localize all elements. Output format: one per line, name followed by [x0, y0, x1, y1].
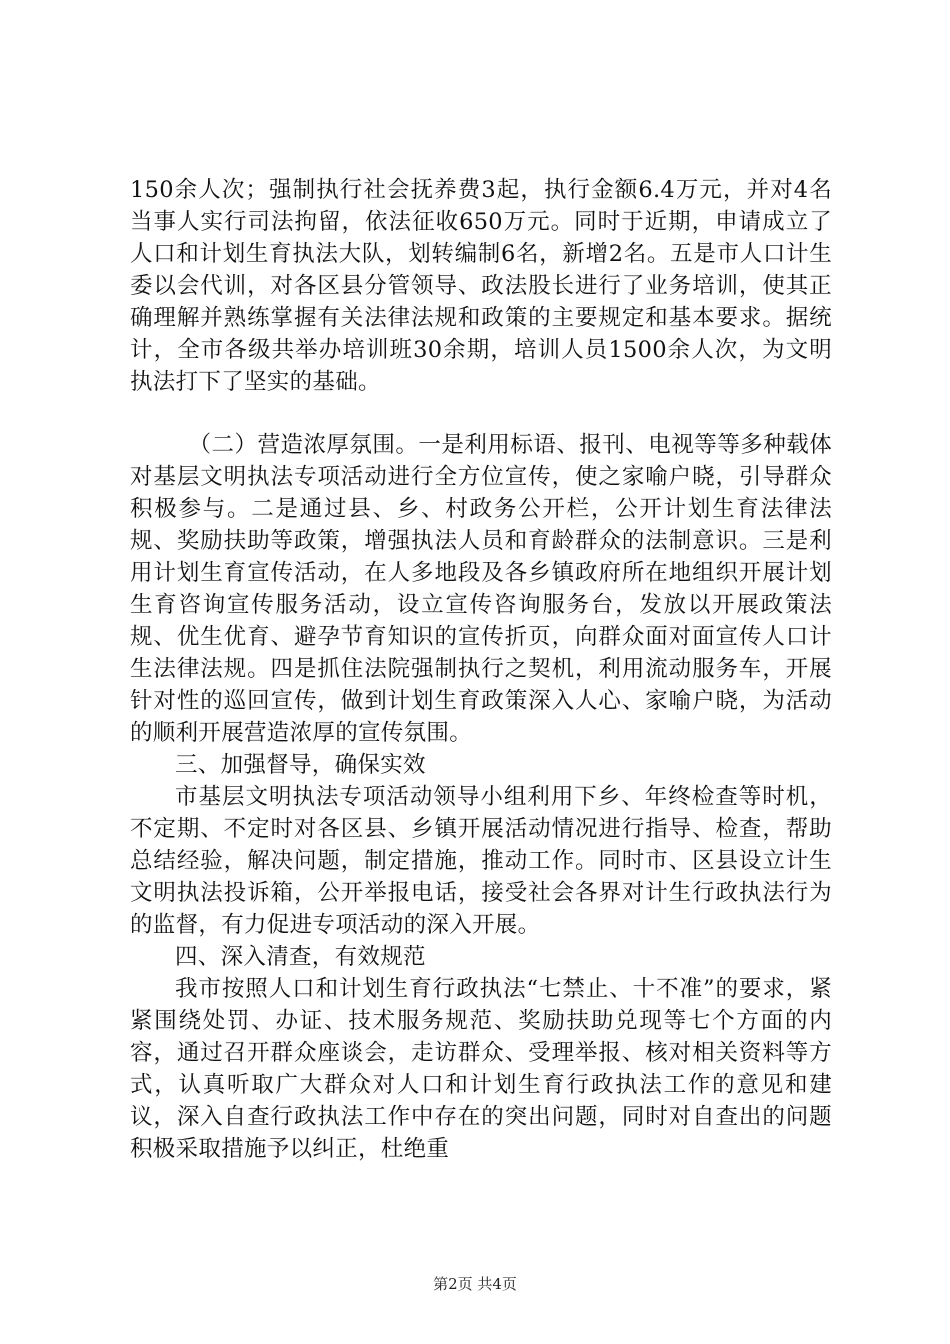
page-number-footer: 第2页 共4页 — [433, 1275, 517, 1293]
paragraph-atmosphere: （二）营造浓厚氛围。一是利用标语、报刊、电视等等多种载体对基层文明执法专项活动进行全方位宣传，使之家喻户晓，引导群众积极参与。二是通过县、乡、村政务公开栏，公开计划生育法律法规、奖励扶助等政策，增强执法人员和育龄群众的法制意识。三是利用计划生育宣传活动，在人多地段及各乡镇政府所在地组织开展计划生育咨询宣传服务活动，设立宣传咨询服务台，发放以开展政策法规、优生优育、避孕节育知识的宣传折页，向群众面对面宣传人口计生法律法规。四是抓住法院强制执行之契机，利用流动服务车，开展针对性的巡回宣传，做到计划生育政策深入人心、家喻户晓，为活动的顺利开展营造浓厚的宣传氛围。 — [130, 432, 832, 746]
paragraph-continuation: 150余人次；强制执行社会抚养费3起，执行金额6.4万元，并对4名当事人实行司法拘留，依法征收650万元。同时于近期，申请成立了人口和计划生育执法大队，划转编制6名，新增2名。五是市人口计生委以会代训，对各区县分管领导、政法股长进行了业务培训，使其正确理解并熟练掌握有关法律法规和政策的主要规定和基本要求。据统计，全市各级共举办培训班30余期，培训人员1500余人次，为文明执法打下了坚实的基础。 — [130, 177, 832, 395]
document-body — [130, 174, 832, 1165]
section-heading-inspection: 四、深入清查，有效规范 — [175, 944, 426, 970]
paragraph-supervision: 市基层文明执法专项活动领导小组利用下乡、年终检查等时机，不定期、不定时对各区县、乡镇开展活动情况进行指导、检查，帮助总结经验，解决问题，制定措施，推动工作。同时市、区县设立计生文明执法投诉箱，公开举报电话，接受社会各界对计生行政执法行为的监督，有力促进专项活动的深入开展。 — [130, 784, 832, 938]
section-heading-supervision: 三、加强督导，确保实效 — [175, 752, 426, 778]
paragraph-inspection: 我市按照人口和计划生育行政执法“七禁止、十不准”的要求，紧紧围绕处罚、办证、技术服务规范、奖励扶助兑现等七个方面的内容，通过召开群众座谈会，走访群众、受理举报、核对相关资料等方式，认真听取广大群众对人口和计划生育行政执法工作的意见和建议，深入自查行政执法工作中存在的突出问题，同时对自查出的问题积极采取措施予以纠正，杜绝重 — [130, 976, 832, 1162]
paragraph-gap — [130, 398, 832, 429]
